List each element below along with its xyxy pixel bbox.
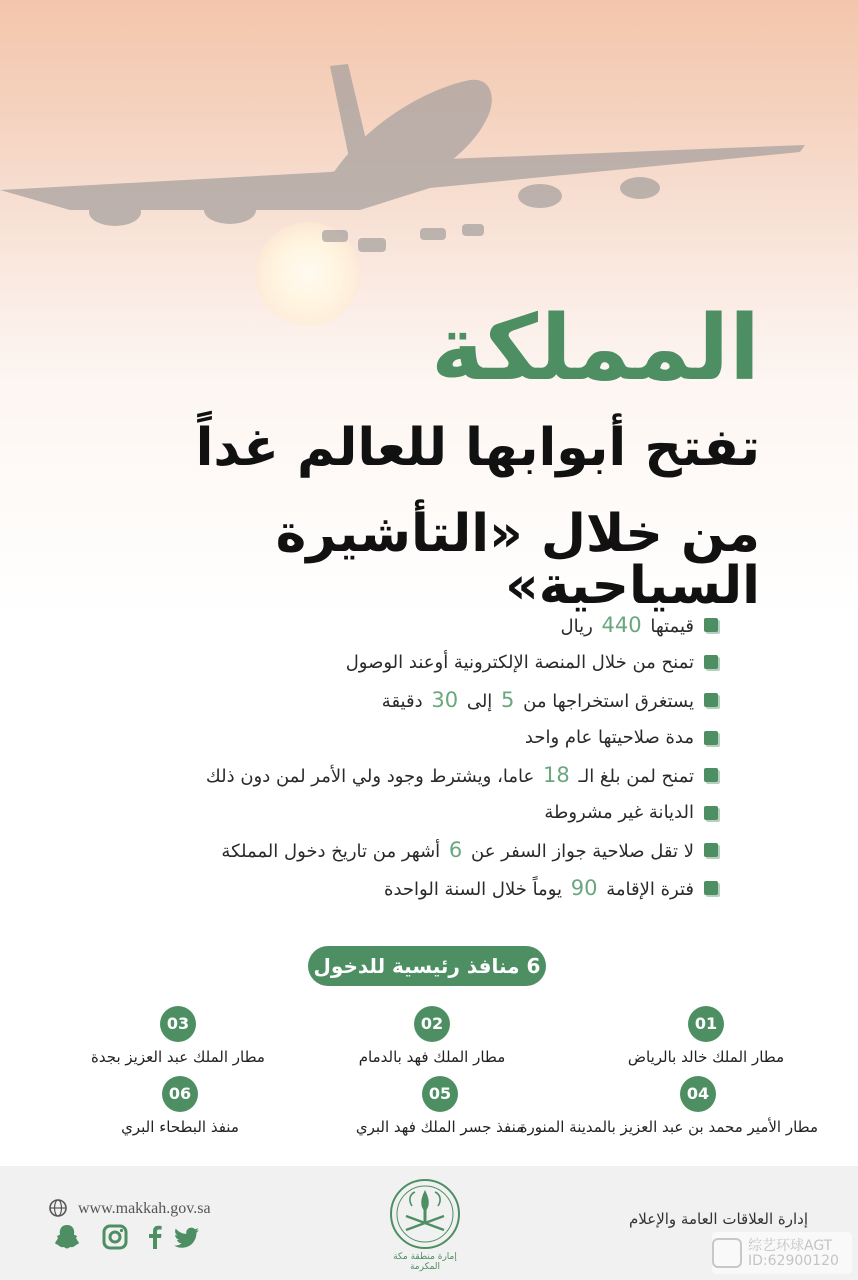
feature-item: [58, 644, 718, 682]
feature-text: [221, 838, 694, 862]
feature-number: 6: [448, 838, 463, 863]
port-item-02: [332, 1006, 532, 1066]
port-item-01: [616, 1006, 796, 1066]
port-number-badge: 04: [680, 1076, 716, 1112]
port-number-badge: 06: [162, 1076, 198, 1112]
feature-text-part: مدة صلاحيتها عام واحد: [524, 727, 694, 749]
port-name: مطار الملك عبد العزيز بجدة: [91, 1048, 265, 1066]
port-item-05: [340, 1076, 540, 1136]
feature-text-part: فترة الإقامة: [606, 878, 694, 900]
department-name: إدارة العلاقات العامة والإعلام: [629, 1210, 808, 1228]
feature-text-part: تمنح لمن بلغ الـ: [578, 766, 694, 788]
feature-item: [58, 719, 718, 757]
watermark-logo-icon: [712, 1238, 742, 1268]
port-item-06: [100, 1076, 260, 1136]
website-link[interactable]: www.makkah.gov.sa: [78, 1200, 211, 1217]
feature-number: 440: [601, 612, 642, 637]
globe-icon: [48, 1198, 68, 1218]
feature-text: [544, 802, 694, 823]
feature-item: [58, 756, 718, 794]
emblem-caption: إمارة منطقة مكة المكرمة: [393, 1252, 457, 1272]
port-number-badge: 02: [414, 1006, 450, 1042]
feature-number: 18: [542, 763, 570, 788]
port-name: مطار الأمير محمد بن عبد العزيز بالمدينة المنورة: [519, 1118, 818, 1136]
port-number-badge: 01: [688, 1006, 724, 1042]
title-kingdom: المملكة: [431, 296, 760, 401]
ports-heading-badge: 6 منافذ رئيسية للدخول: [308, 946, 546, 986]
feature-text-part: إلى: [466, 690, 493, 712]
feature-text-part: يستغرق استخراجها من: [523, 690, 694, 712]
snapchat-icon[interactable]: [52, 1222, 82, 1252]
watermark-text: 综艺环球AGT: [748, 1238, 833, 1254]
feature-text: [525, 727, 694, 748]
feature-text-part: ريال: [560, 615, 593, 637]
watermark: [712, 1232, 852, 1274]
facebook-icon[interactable]: [140, 1222, 170, 1252]
feature-item: [58, 832, 718, 870]
port-name: مطار الملك خالد بالرياض: [627, 1048, 785, 1066]
port-item-03: [78, 1006, 278, 1066]
feature-text-part: دقيقة: [381, 690, 423, 712]
twitter-icon[interactable]: [172, 1222, 202, 1252]
bullet-icon: [704, 693, 718, 707]
feature-text: [384, 876, 694, 900]
feature-item: [58, 681, 718, 719]
title-line-2: من خلال «التأشيرة السياحية»: [275, 504, 760, 616]
port-name: مطار الملك فهد بالدمام: [358, 1048, 506, 1066]
bullet-icon: [704, 618, 718, 632]
feature-text-part: لا تقل صلاحية جواز السفر عن: [471, 841, 694, 863]
bullet-icon: [704, 768, 718, 782]
feature-text: [561, 613, 694, 637]
feature-item: [58, 606, 718, 644]
social-icons: [52, 1222, 212, 1252]
feature-item: [58, 869, 718, 907]
bullet-icon: [704, 881, 718, 895]
feature-text-part: أشهر من تاريخ دخول المملكة: [221, 841, 441, 863]
port-name: منفذ البطحاء البري: [121, 1118, 239, 1136]
feature-item: [58, 794, 718, 832]
feature-text-part: قيمتها: [650, 615, 694, 637]
bullet-icon: [704, 731, 718, 745]
watermark-id: ID:62900120: [748, 1253, 839, 1269]
bullet-icon: [704, 806, 718, 820]
feature-text-part: تمنح من خلال المنصة الإلكترونية أوعند الوصول: [345, 651, 694, 673]
feature-text: [346, 652, 694, 673]
feature-text: [206, 763, 694, 787]
title-line-1: تفتح أبوابها للعالم غداً: [195, 418, 760, 478]
port-name: منفذ جسر الملك فهد البري: [355, 1118, 525, 1136]
port-number-badge: 05: [422, 1076, 458, 1112]
feature-number: 30: [431, 687, 459, 712]
feature-text-part: الديانة غير مشروطة: [544, 802, 694, 824]
airplane-icon: [0, 60, 858, 270]
feature-number: 5: [501, 687, 515, 712]
bullet-icon: [704, 655, 718, 669]
feature-text-part: عاما، ويشترط وجود ولي الأمر لمن دون ذلك: [205, 766, 535, 788]
feature-text: [382, 688, 694, 712]
feature-number: 90: [570, 875, 598, 900]
port-item-04: [519, 1076, 818, 1136]
bullet-icon: [704, 843, 718, 857]
features-list: [58, 606, 718, 907]
instagram-icon[interactable]: [100, 1222, 130, 1252]
feature-text-part: يوماً خلال السنة الواحدة: [384, 878, 563, 900]
port-number-badge: 03: [160, 1006, 196, 1042]
